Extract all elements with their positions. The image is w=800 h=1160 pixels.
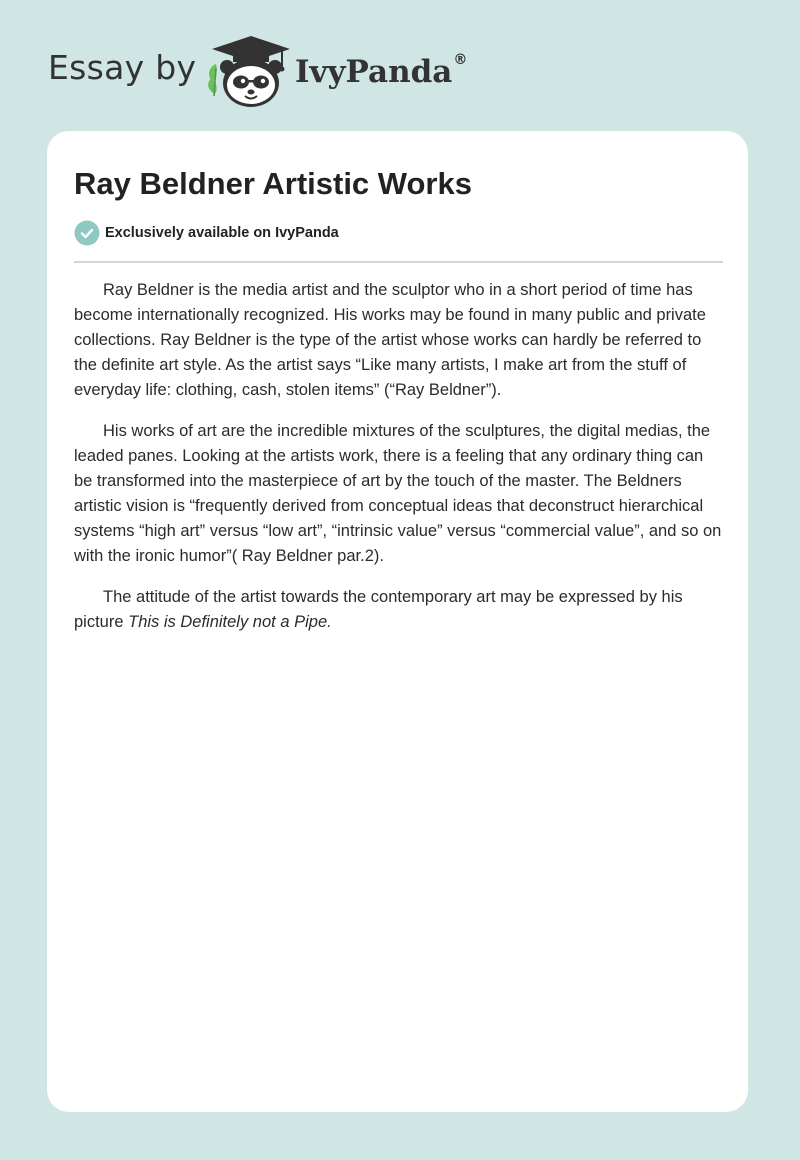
exclusive-badge-label: Exclusively available on IvyPanda [105,225,339,241]
paragraph-2: His works of art are the incredible mixtures of the sculptures, the digital medias, the leaded panes. Looking at the artists work, there is a feeling that any ordinary thing can be transformed into the masterpiece of art by the touch of the master. The Beldners artistic vision is “frequently derived from conceptual ideas that deconstruct hierarchical systems “high art” versus “low art”, “intrinsic value” versus “commercial value”, and so on with the ironic humor”( Ray Beldner par.2). [74,422,722,565]
brand-text: IvyPanda [295,54,453,90]
paragraph-3 [74,585,723,635]
essay-title: Ray Beldner Artistic Works [74,166,472,201]
exclusive-badge [74,220,339,246]
brand-name[interactable] [295,54,467,90]
panda-graduation-cap-icon[interactable] [202,34,294,110]
divider [74,261,723,263]
essay-by-label: Essay by [48,48,197,87]
registered-mark: ® [453,52,468,68]
site-header [48,34,508,110]
essay-card [47,131,748,1112]
essay-body [74,278,723,651]
check-circle-icon [74,220,100,246]
paragraph-3-text: The attitude of the artist towards the contemporary art may be expressed by his picture [74,588,683,631]
artwork-title: This is Definitely not a Pipe. [128,613,332,631]
paragraph-1: Ray Beldner is the media artist and the sculptor who in a short period of time has become internationally recognized. His works may be found in many public and private collections. Ray Beldner is the type of the artist whose works can hardly be referred to the definite art style. As the artist says “Like many artists, I make art from the stuff of everyday life: clothing, cash, stolen items” (“Ray Beldner”). [74,281,706,399]
